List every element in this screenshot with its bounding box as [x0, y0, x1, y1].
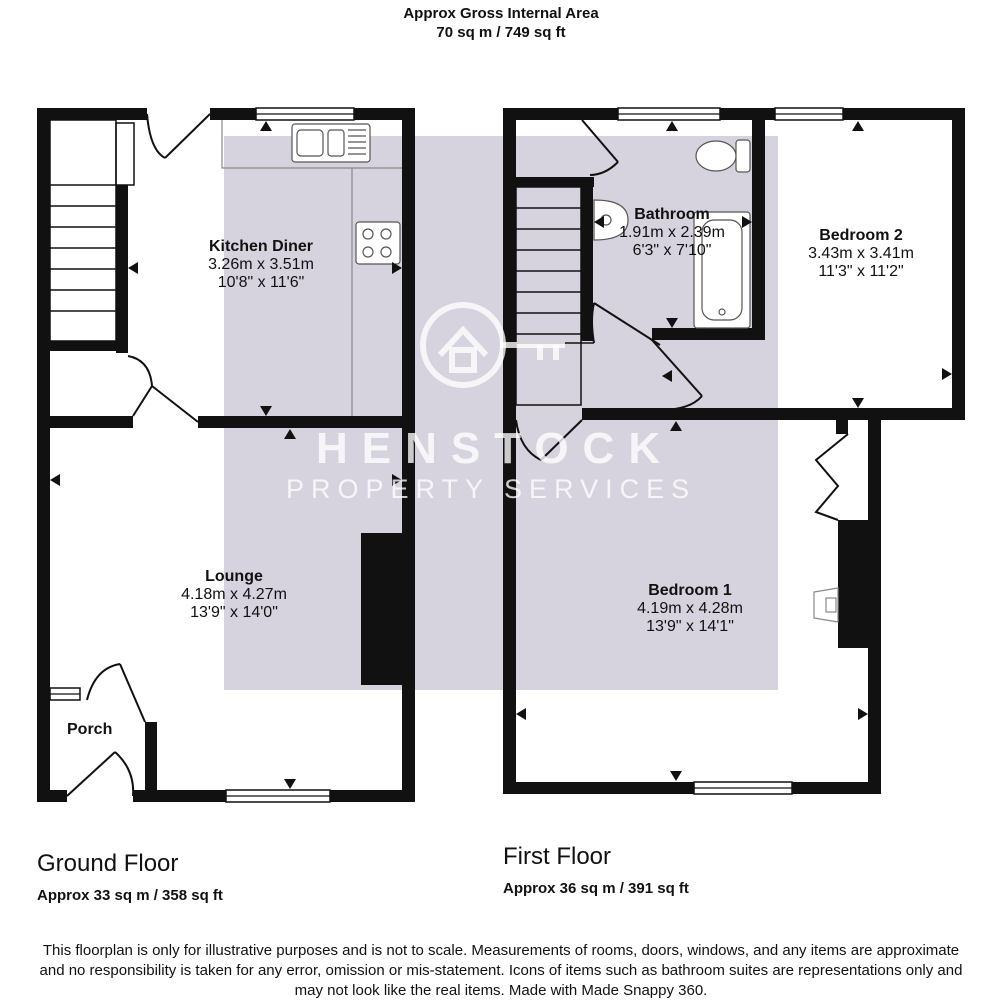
first-floor-title: First Floor — [503, 843, 611, 870]
bedroom1-name: Bedroom 1 — [648, 582, 732, 599]
porch-label: Porch — [67, 721, 113, 738]
bedroom1-imperial: 13'9" x 14'1" — [646, 618, 734, 635]
bedroom2-label — [776, 227, 946, 281]
kitchen-imperial: 10'8" x 11'6" — [217, 274, 305, 291]
watermark-tagline: PROPERTY SERVICES — [286, 474, 697, 504]
disclaimer-line-1: This floorplan is only for illustrative purposes and is not to scale. Measurements of rooms, doors, windows, and any items are approximate — [42, 942, 960, 959]
sink-icon — [292, 124, 370, 162]
gross-area-value: 70 sq m / 749 sq ft — [436, 24, 566, 41]
bedroom1-metric: 4.19m x 4.28m — [637, 600, 743, 617]
disclaimer-line-3: may not look like the real items. Made with Made Snappy 360. — [294, 982, 708, 999]
bathroom-metric: 1.91m x 2.39m — [619, 224, 725, 241]
bedroom1-label — [600, 582, 780, 636]
ground-floor-doors — [67, 114, 210, 796]
disclaimer-line-2: and no responsibility is taken for any error, omission or mis-statement. Icons of items such as bathroom suites are representations only and — [39, 962, 963, 979]
disclaimer — [0, 941, 1002, 1001]
hob-icon — [356, 222, 400, 264]
lounge-label — [134, 568, 334, 622]
lounge-imperial: 13'9" x 14'0" — [190, 604, 278, 621]
gross-area-title: Approx Gross Internal Area — [403, 5, 599, 22]
lounge-metric: 4.18m x 4.27m — [181, 586, 287, 603]
kitchen-metric: 3.26m x 3.51m — [208, 256, 314, 273]
first-floor-area: Approx 36 sq m / 391 sq ft — [503, 880, 689, 897]
bedroom2-metric: 3.43m x 3.41m — [808, 245, 914, 262]
lounge-name: Lounge — [205, 568, 263, 585]
bedroom2-imperial: 11'3" x 11'2" — [818, 263, 904, 280]
bedroom2-name: Bedroom 2 — [819, 227, 903, 244]
bathroom-label — [592, 206, 752, 260]
watermark-brand: HENSTOCK — [316, 424, 675, 473]
kitchen-name: Kitchen Diner — [208, 238, 313, 255]
ground-floor-title: Ground Floor — [37, 850, 179, 877]
ground-floor-area: Approx 33 sq m / 358 sq ft — [37, 887, 223, 904]
bathroom-name: Bathroom — [634, 206, 710, 223]
toilet-icon — [696, 140, 750, 172]
kitchen-label — [164, 238, 358, 292]
bathroom-imperial: 6'3" x 7'10" — [632, 242, 712, 259]
fireplace-icon — [814, 588, 838, 622]
